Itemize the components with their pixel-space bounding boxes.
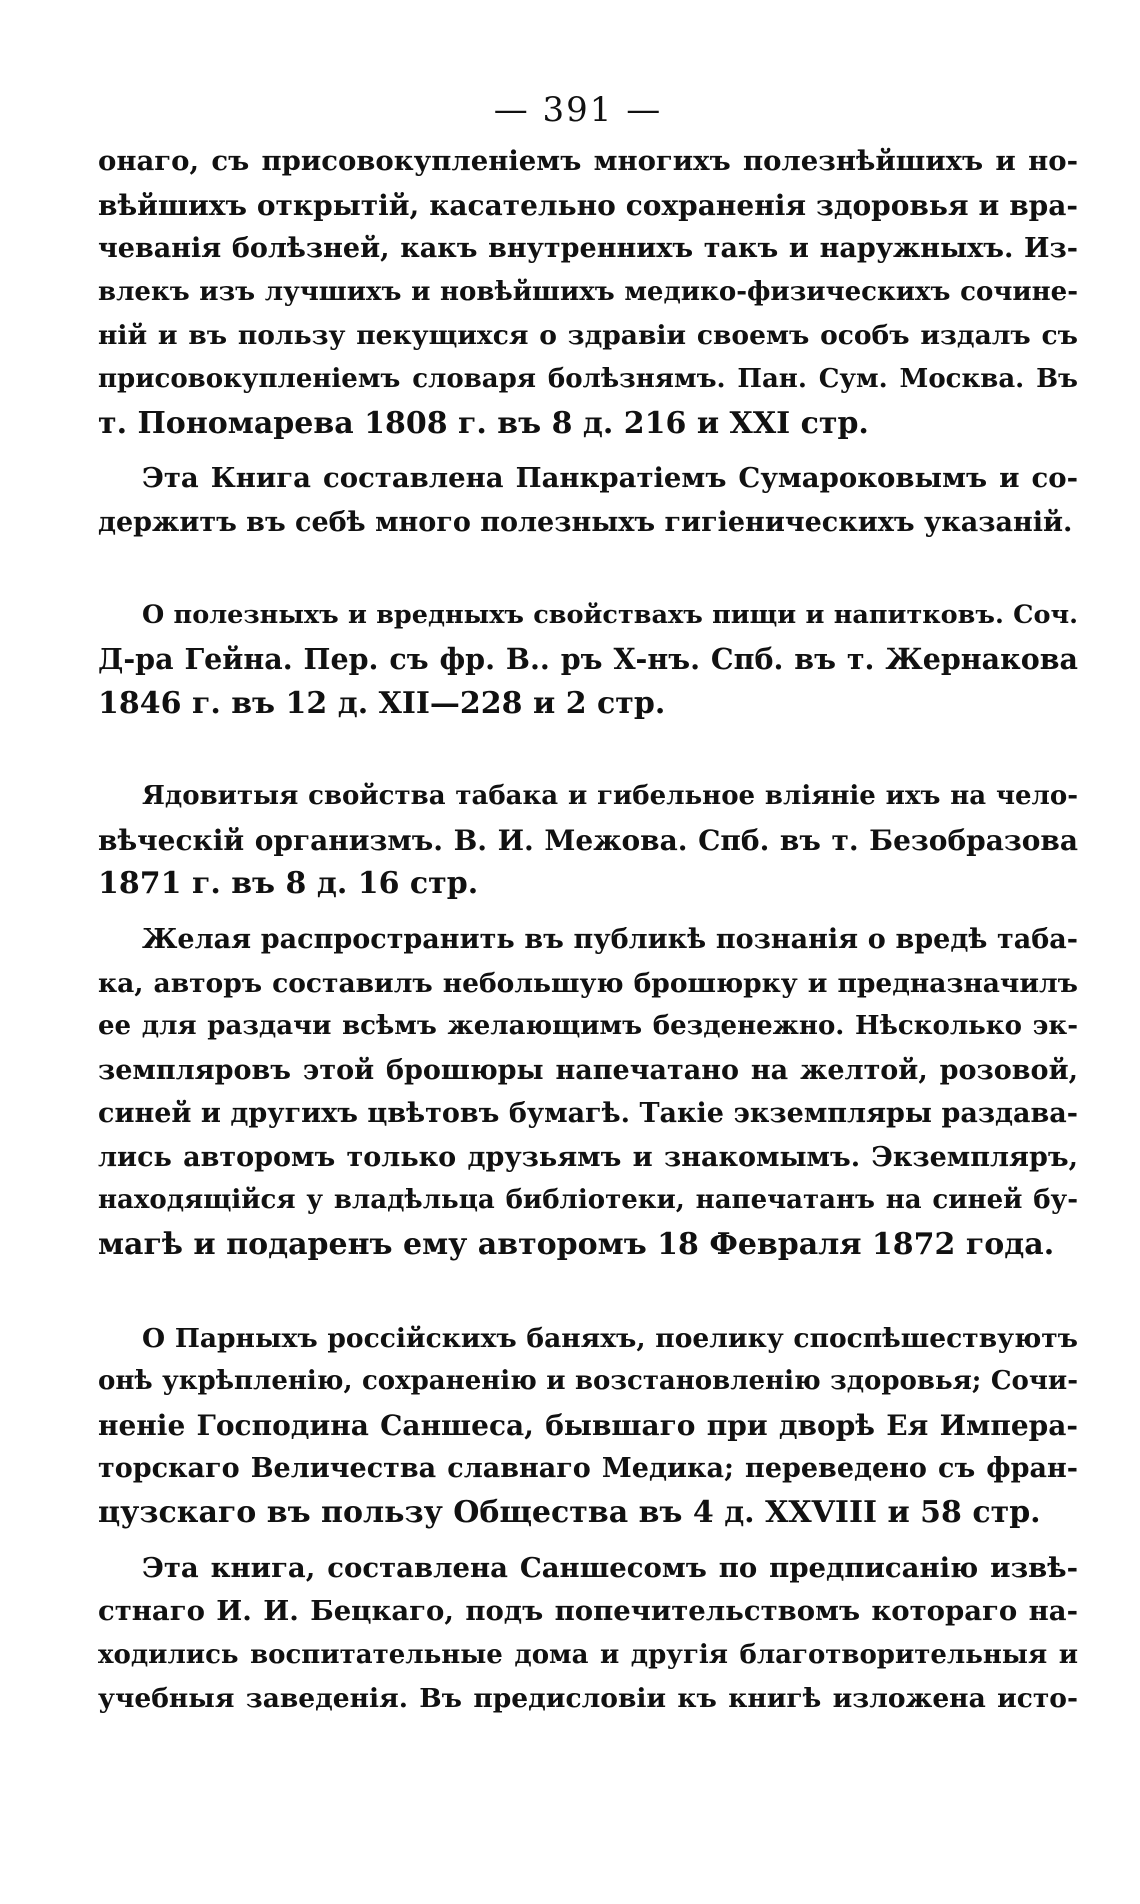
entry-note	[98, 457, 1078, 544]
text-line: синей и другихъ цвѣтовъ бумагѣ. Такіе экземпляры раздава-	[98, 1098, 1078, 1130]
text-line: Эта книга, составлена Саншесомъ по предписанію извѣ-	[142, 1551, 1078, 1584]
bibliography-entry	[98, 1317, 1078, 1535]
text-line: торскаго Величества славнаго Медика; переведено съ фран-	[98, 1453, 1078, 1485]
text-line: О полезныхъ и вредныхъ свойствахъ пищи и напитковъ. Соч.	[142, 600, 1078, 631]
text-line: присовокупленіемъ словаря болѣзнямъ. Пан. Сум. Москва. Въ	[98, 363, 1078, 394]
text-line: земпляровъ этой брошюры напечатано на желтой, розовой,	[98, 1054, 1078, 1086]
text-line: Эта Книга составлена Панкратіемъ Сумароковымъ и со-	[142, 462, 1078, 495]
text-line: ка, авторъ составилъ небольшую брошюрку и предназначилъ	[98, 967, 1078, 999]
text-line: чеванія болѣзней, какъ внутреннихъ такъ и наружныхъ. Из-	[98, 233, 1078, 265]
page-number: — 391 —	[493, 90, 663, 130]
text-line: онаго, съ присовокупленіемъ многихъ полезнѣйшихъ и но-	[98, 145, 1078, 177]
text-line: лись авторомъ только друзьямъ и знакомымъ. Экземпляръ,	[98, 1141, 1078, 1173]
text-line: Д-ра Гейна. Пер. съ фр. В.. ръ Х-нъ. Спб. въ т. Жернакова	[98, 641, 1078, 676]
entry-note	[98, 918, 1078, 1267]
text-line: Желая распространить въ публикѣ познанія о вредѣ таба-	[142, 923, 1078, 955]
text-line: магѣ и подаренъ ему авторомъ 18 Февраля 1872 года.	[98, 1227, 1055, 1263]
entry-note	[98, 1547, 1078, 1721]
text-line: Ядовитыя свойства табака и гибельное вліяніе ихъ на чело-	[142, 781, 1078, 812]
text-line: О Парныхъ россійскихъ баняхъ, поелику споспѣшествуютъ	[142, 1322, 1078, 1354]
text-line: 1871 г. въ 8 д. 16 стр.	[98, 866, 479, 902]
text-line: ходились воспитательные дома и другія благотворительныя и	[98, 1639, 1078, 1670]
text-line: неніе Господина Саншеса, бывшаго при дворѣ Ея Импера-	[98, 1408, 1078, 1442]
text-line: вѣйшихъ открытій, касательно сохраненія здоровья и вра-	[98, 188, 1078, 222]
text-line: 1846 г. въ 12 д. XII—228 и 2 стр.	[98, 685, 666, 721]
text-line: учебныя заведенія. Въ предисловіи къ книгѣ изложена исто-	[98, 1683, 1078, 1715]
text-line: ее для раздачи всѣмъ желающимъ безденежно. Нѣсколько эк-	[98, 1011, 1078, 1042]
text-line: вѣческій организмъ. В. И. Межова. Спб. въ т. Безобразова	[98, 823, 1078, 857]
bibliography-entry	[98, 594, 1078, 725]
text-line: держитъ въ себѣ много полезныхъ гигіеническихъ указаній.	[98, 506, 1073, 538]
entry-continuation	[98, 140, 1078, 445]
text-line: ній и въ пользу пекущихся о здравіи своемъ особъ издалъ съ	[98, 320, 1078, 352]
text-line: влекъ изъ лучшихъ и новѣйшихъ медико-физическихъ сочине-	[98, 276, 1078, 307]
text-line: находящійся у владѣльца библіотеки, напечатанъ на синей бу-	[98, 1185, 1078, 1216]
book-page	[98, 80, 1078, 1721]
text-line: цузскаго въ пользу Общества въ 4 д. XXVIII и 58 стр.	[98, 1495, 1041, 1531]
bibliography-entry	[98, 775, 1078, 906]
text-line: стнаго И. И. Бецкаго, подъ попечительствомъ котораго на-	[98, 1595, 1078, 1628]
text-line: т. Пономарева 1808 г. въ 8 д. 216 и XXI стр.	[98, 405, 869, 441]
text-line: онѣ укрѣпленію, сохраненію и возстановленію здоровья; Сочи-	[98, 1366, 1078, 1397]
